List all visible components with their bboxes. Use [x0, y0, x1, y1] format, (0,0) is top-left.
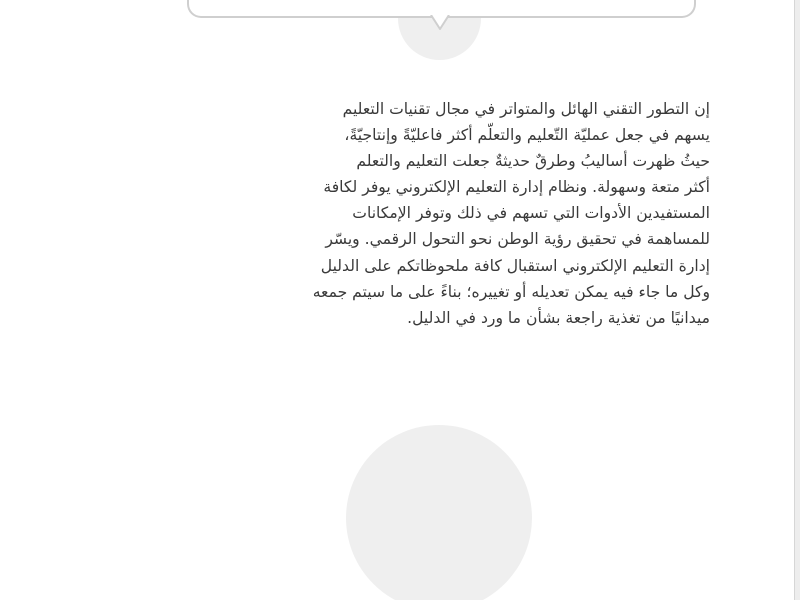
- bottom-decorative-circle: [346, 425, 532, 600]
- body-paragraph: إن التطور التقني الهائل والمتواتر في مجال تقنيات التعليم يسهم في جعل عمليّة التّعليم والتعلّم أكثر فاعليّةً وإنتاجيّةً، حيثُ ظهرت أساليبُ وطرقٌ حديثةٌ جعلت التعليم والتعلم أكثر متعة وسهولة. ونظام إدارة التعليم الإلكتروني يوفر لكافة المستفيدين الأدوات التي تسهم في ذلك وتوفر الإمكانات للمساهمة في تحقيق رؤية الوطن نحو التحول الرقمي. ويسّر إدارة التعليم الإلكتروني استقبال كافة ملحوظاتكم على الدليل وكل ما جاء فيه يمكن تعديله أو تغييره؛ بناءً على ما سيتم جمعه ميدانيًا من تغذية راجعة بشأن ما ورد في الدليل.: [312, 100, 710, 327]
- speech-bubble-tail: [430, 15, 450, 35]
- scrollbar-track[interactable]: [794, 0, 800, 600]
